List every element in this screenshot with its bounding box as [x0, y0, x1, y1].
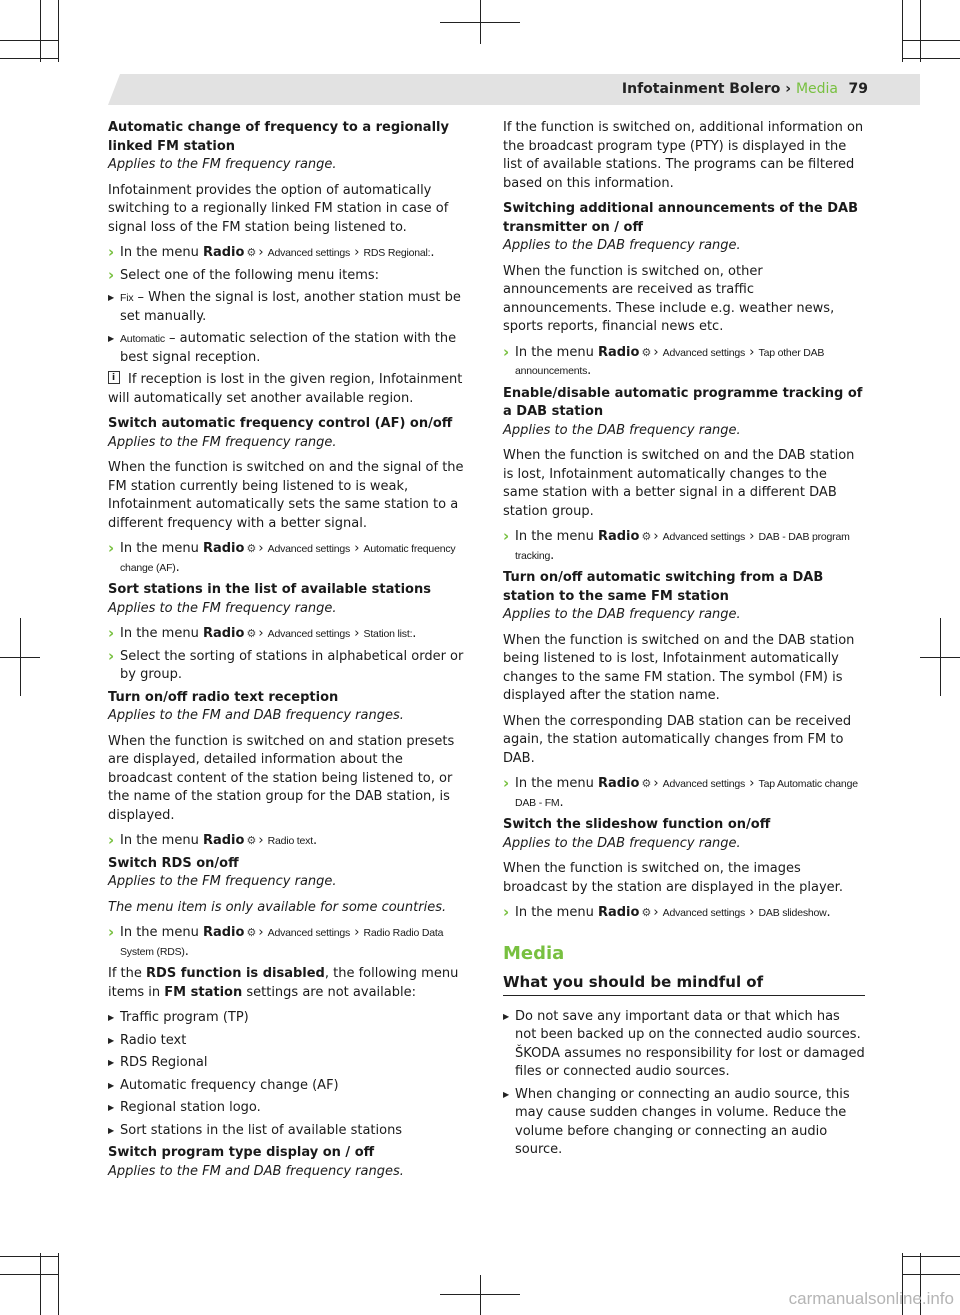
- crop-mark: [440, 1294, 520, 1295]
- settings-icon: ⚙: [246, 246, 257, 259]
- menu-step: › In the menu Radio ⚙ › Advanced settings › DAB - DAB program tracking.: [503, 528, 865, 565]
- crop-mark: [902, 40, 960, 41]
- settings-icon: ⚙: [246, 834, 257, 847]
- applies-text: Applies to the DAB frequency range.: [503, 238, 741, 253]
- applies-text: Applies to the FM frequency range.: [108, 600, 337, 616]
- list-item: ▶ Automatic frequency change (AF): [108, 1077, 470, 1096]
- settings-icon: ⚙: [641, 906, 652, 919]
- breadcrumb: [622, 81, 838, 97]
- section-heading: Sort stations in the list of available stations: [108, 582, 431, 597]
- applies-text: Applies to the FM and DAB frequency ranges.: [108, 1163, 404, 1179]
- crop-mark: [902, 1256, 960, 1257]
- right-column: [503, 119, 865, 1164]
- left-column: [108, 119, 470, 1188]
- list-item: ▶ Traffic program (TP): [108, 1009, 470, 1028]
- applies-text: Applies to the FM frequency range.: [108, 157, 337, 172]
- breadcrumb-section: Media: [795, 81, 838, 97]
- note-text: The menu item is only available for some countries.: [108, 899, 447, 915]
- crop-mark: [40, 0, 41, 62]
- body-text: If the RDS function is disabled, the following menu items in FM station settings are not available:: [108, 966, 459, 1000]
- menu-step: › In the menu Radio ⚙ › Advanced settings › Tap Automatic change DAB - FM.: [503, 775, 865, 812]
- crop-mark: [58, 1253, 59, 1315]
- settings-icon: ⚙: [641, 777, 652, 790]
- crop-mark: [0, 58, 58, 59]
- crop-mark: [902, 58, 960, 59]
- crop-mark: [440, 22, 520, 23]
- list-item: ▶ When changing or connecting an audio source, this may cause sudden changes in volume. Reduce the volume before changing or connecting an audio source.: [503, 1086, 865, 1160]
- body-text: When the function is switched on and the DAB station being listened to is lost, Infotainment automatically changes to the same FM station. The symbol (FM) is displayed after the station name.: [503, 632, 855, 703]
- body-text: When the function is switched on, the images broadcast by the station are displayed in the player.: [503, 861, 843, 895]
- watermark: carmanualsonline.info: [788, 1289, 954, 1308]
- settings-icon: ⚙: [641, 530, 652, 543]
- section-heading: Turn on/off automatic switching from a DAB station to the same FM station: [503, 570, 824, 604]
- crop-mark: [920, 657, 960, 658]
- settings-icon: ⚙: [246, 627, 257, 640]
- list-item: ▶ Regional station logo.: [108, 1099, 470, 1118]
- body-text: When the corresponding DAB station can be received again, the station automatically changes from FM to DAB.: [503, 713, 852, 766]
- crop-mark: [480, 1275, 481, 1315]
- section-heading: Switch the slideshow function on/off: [503, 817, 771, 832]
- body-text: When the function is switched on, other announcements are received as traffic announcements. These include e.g. weather news, sports reports, financial news etc.: [503, 263, 835, 334]
- crop-mark: [902, 0, 903, 62]
- settings-icon: ⚙: [246, 926, 257, 939]
- section-title-media: Media: [503, 942, 565, 964]
- menu-step: › In the menu Radio ⚙ › Advanced settings › Automatic frequency change (AF).: [108, 540, 470, 577]
- crop-mark: [40, 1253, 41, 1315]
- section-heading: Enable/disable automatic programme tracking of a DAB station: [503, 385, 863, 419]
- settings-icon: ⚙: [246, 542, 257, 555]
- breadcrumb-title: Infotainment Bolero: [621, 81, 781, 97]
- body-text: When the function is switched on and the signal of the FM station currently being listened to is weak, Infotainment automatically sets the same station to a different frequency with a better signal.: [108, 460, 464, 531]
- list-item: ▶ Automatic – automatic selection of the station with the best signal reception.: [108, 330, 470, 367]
- menu-step: › In the menu Radio ⚙ › Advanced settings › Radio Radio Data System (RDS).: [108, 924, 470, 961]
- applies-text: Applies to the FM and DAB frequency ranges.: [108, 708, 404, 723]
- note: iIf reception is lost in the given region, Infotainment will automatically set another available region.: [108, 371, 470, 408]
- body-text: Infotainment provides the option of automatically switching to a regionally linked FM station in case of signal loss of the FM station being listened to.: [108, 182, 449, 235]
- list-item: ▶ RDS Regional: [108, 1054, 470, 1073]
- info-icon: [108, 371, 120, 384]
- body-text: When the function is switched on and station presets are displayed, detailed information about the broadcast content of the station being listened to, or the name of the station group for the DAB station, is displayed.: [108, 733, 455, 823]
- crop-mark: [0, 40, 58, 41]
- list-item: ▶ Fix – When the signal is lost, another station must be set manually.: [108, 289, 470, 326]
- list-item: ▶ Sort stations in the list of available stations: [108, 1122, 470, 1141]
- menu-step: › In the menu Radio ⚙ › Advanced settings › DAB slideshow.: [503, 904, 865, 923]
- applies-text: Applies to the DAB frequency range.: [503, 607, 741, 622]
- section-heading: Switch program type display on / off: [108, 1145, 375, 1160]
- section-heading: Switch RDS on/off: [108, 855, 239, 871]
- section-heading: Switching additional announcements of the DAB transmitter on / off: [503, 201, 859, 235]
- applies-text: Applies to the FM frequency range.: [108, 874, 337, 889]
- menu-step: › Select the sorting of stations in alphabetical order or by group.: [108, 648, 470, 685]
- section-heading: Automatic change of frequency to a regionally linked FM station: [108, 120, 449, 154]
- breadcrumb-separator: ›: [785, 81, 792, 97]
- body-text: When the function is switched on and the DAB station is lost, Infotainment automatically changes to the same station with a better signal in a different DAB station group.: [503, 448, 855, 519]
- crop-mark: [902, 1274, 960, 1275]
- applies-text: Applies to the FM frequency range.: [108, 434, 337, 450]
- section-heading: Turn on/off radio text reception: [108, 689, 339, 705]
- crop-mark: [58, 0, 59, 62]
- applies-text: Applies to the DAB frequency range.: [503, 422, 741, 438]
- list-item: ▶ Do not save any important data or that which has not been backed up on the connected audio sources. ŠKODA assumes no responsibility for lost or damaged files or connected audio sources.: [503, 1008, 865, 1082]
- body-text: If the function is switched on, additional information on the broadcast program type (PTY) is displayed in the list of available stations. The programs can be filtered based on this information.: [503, 120, 864, 191]
- menu-step: › In the menu Radio ⚙ › Advanced settings › Tap other DAB announcements.: [503, 344, 865, 381]
- menu-step: › In the menu Radio ⚙ › Advanced settings › RDS Regional:.: [108, 244, 470, 263]
- menu-step: › Select one of the following menu items:: [108, 267, 470, 286]
- page-number: 79: [848, 81, 868, 97]
- crop-mark: [920, 0, 921, 62]
- menu-step: › In the menu Radio ⚙ › Advanced settings › Station list:.: [108, 625, 470, 644]
- applies-text: Applies to the DAB frequency range.: [503, 835, 741, 851]
- crop-mark: [0, 1256, 58, 1257]
- crop-mark: [0, 1274, 58, 1275]
- menu-step: › In the menu Radio ⚙ › Radio text.: [108, 832, 470, 851]
- subsection-title: What you should be mindful of: [503, 973, 865, 996]
- crop-mark: [0, 657, 40, 658]
- list-item: ▶ Radio text: [108, 1032, 470, 1051]
- settings-icon: ⚙: [641, 345, 652, 359]
- section-heading: Switch automatic frequency control (AF) on/off: [108, 416, 453, 431]
